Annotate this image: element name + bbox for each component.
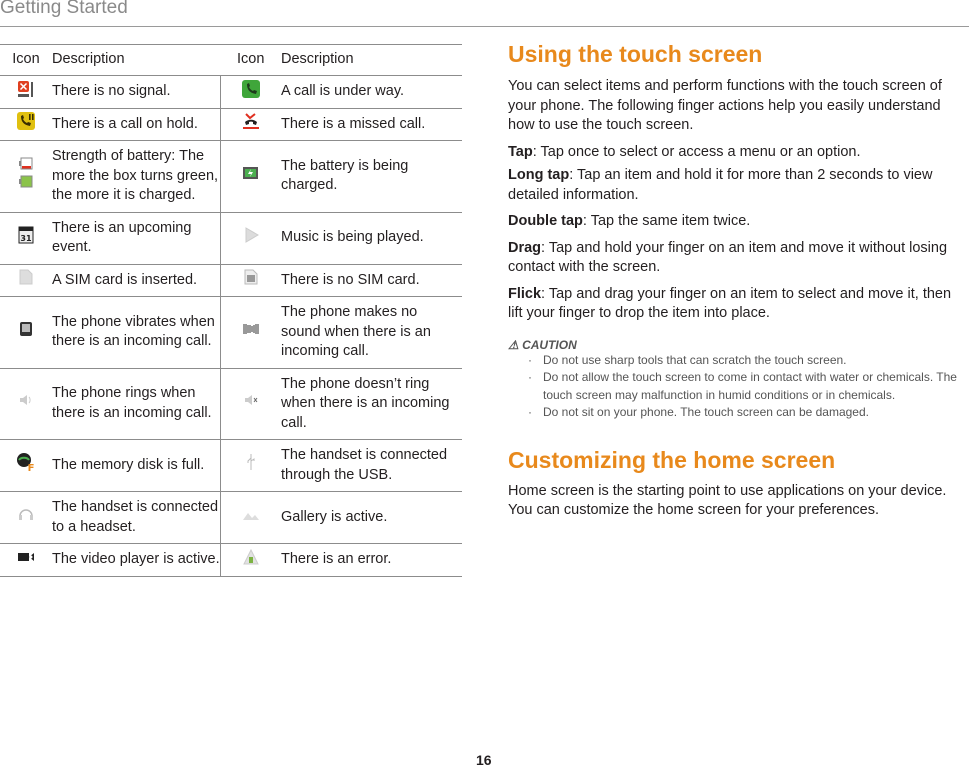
table-row	[0, 76, 462, 109]
icon-description: There is no signal.	[52, 83, 171, 99]
icon-description: The phone vibrates when there is an incoming call.	[52, 313, 215, 350]
headset-icon	[18, 507, 34, 528]
svg-text:F: F	[27, 463, 35, 473]
icon-description: There is an error.	[281, 551, 392, 567]
table-row	[0, 544, 462, 577]
action-text: : Tap once to select or access a menu or an option.	[532, 143, 861, 160]
warning-icon: ⚠	[508, 337, 523, 352]
usb-icon	[245, 453, 257, 478]
call-active-icon	[242, 80, 260, 105]
section-title-touch-screen: Using the touch screen	[508, 41, 763, 67]
caution-item: · Do not sit on your phone. The touch screen can be damaged.	[508, 404, 969, 422]
icon-description: The memory disk is full.	[52, 456, 205, 473]
table-row	[0, 141, 462, 213]
page-number: 16	[476, 752, 492, 768]
table-row	[0, 368, 462, 440]
icon-description: The handset is connected to a headset.	[52, 499, 219, 535]
icon-description: The handset is connected through the USB.	[281, 447, 448, 483]
action-text: : Tap and hold your finger on an item and move it without losing contact with the screen.	[508, 239, 948, 275]
action-text: : Tap an item and hold it for more than 2 seconds to view detailed information.	[508, 167, 933, 203]
icon-description: There is a missed call.	[281, 115, 426, 132]
ringer-off-icon	[243, 393, 259, 414]
icon-table	[0, 44, 462, 577]
caution-box	[508, 338, 969, 422]
column-header-icon: Icon	[237, 51, 265, 68]
table-row	[0, 297, 462, 369]
action-text: : Tap the same item twice.	[582, 213, 751, 229]
icon-description: The phone doesn’t ring when there is an incoming call.	[281, 375, 450, 431]
missed-call-icon	[242, 112, 260, 137]
memory-full-icon	[16, 452, 36, 479]
action-term: Tap	[508, 143, 533, 160]
table-row	[0, 440, 462, 492]
header-rule	[0, 26, 969, 27]
action-long-tap	[508, 166, 969, 205]
battery-charging-icon	[242, 166, 260, 187]
icon-description: Strength of battery: The more the box turns green, the more it is charged.	[52, 148, 219, 203]
battery-strength-icon	[17, 155, 35, 198]
video-player-icon	[17, 550, 35, 570]
icon-table-header	[0, 45, 462, 76]
right-column	[508, 40, 969, 521]
icon-description: There is no SIM card.	[281, 271, 420, 288]
touch-intro: You can select items and perform functions with the touch screen of your phone. The following finger actions help you easily understand how to use the touch screen.	[508, 78, 942, 133]
icon-description: The phone makes no sound when there is an incoming call.	[281, 304, 431, 359]
running-header: Getting Started	[0, 0, 128, 18]
action-term: Double tap	[508, 213, 583, 229]
vibrate-icon	[19, 321, 33, 344]
svg-text:31: 31	[20, 233, 32, 243]
action-double-tap	[508, 212, 969, 232]
gallery-icon	[242, 507, 260, 528]
action-term: Long tap	[508, 167, 570, 183]
action-text: : Tap and drag your finger on an item to select and move it, then lift your finger to drop the item into place.	[508, 285, 952, 321]
no-sim-card-icon	[244, 269, 258, 292]
icon-description: Gallery is active.	[281, 508, 388, 525]
home-intro: Home screen is the starting point to use applications on your device. You can customize the home screen for your preferences.	[508, 482, 947, 518]
ringer-on-icon	[18, 393, 34, 414]
column-header-icon: Icon	[12, 51, 40, 68]
icon-description: The battery is being charged.	[281, 157, 409, 194]
icon-description: A call is under way.	[281, 83, 405, 99]
caution-heading	[508, 338, 969, 352]
calendar-event-icon	[18, 226, 34, 251]
call-on-hold-icon	[17, 112, 35, 137]
caution-list	[508, 352, 969, 422]
caution-label: CAUTION	[522, 337, 577, 352]
caution-item: · Do not use sharp tools that can scratch the touch screen.	[508, 352, 969, 370]
icon-description: The phone rings when there is an incoming call.	[52, 385, 212, 421]
section-title-home-screen: Customizing the home screen	[508, 446, 836, 473]
silent-icon	[243, 322, 259, 343]
error-icon	[243, 549, 259, 572]
icon-description: The video player is active.	[52, 551, 220, 567]
icon-description: There is a call on hold.	[52, 115, 198, 132]
sim-card-icon	[19, 269, 33, 292]
icon-description: There is an upcoming event.	[52, 219, 192, 255]
music-playing-icon	[243, 226, 259, 251]
action-flick	[508, 285, 969, 324]
table-row	[0, 492, 462, 544]
table-row	[0, 108, 462, 141]
action-drag	[508, 239, 969, 278]
action-term: Flick	[508, 285, 542, 302]
table-row	[0, 212, 462, 264]
icon-description: Music is being played.	[281, 229, 424, 246]
no-signal-icon	[17, 80, 35, 105]
action-tap	[508, 143, 969, 163]
table-row	[0, 264, 462, 297]
action-term: Drag	[508, 239, 542, 256]
column-header-description: Description	[281, 51, 354, 68]
column-header-description: Description	[52, 51, 125, 68]
caution-item: · Do not allow the touch screen to come in contact with water or chemicals. The touch screen may malfunction in humid conditions or in chemicals.	[508, 369, 969, 404]
icon-description: A SIM card is inserted.	[52, 271, 198, 288]
